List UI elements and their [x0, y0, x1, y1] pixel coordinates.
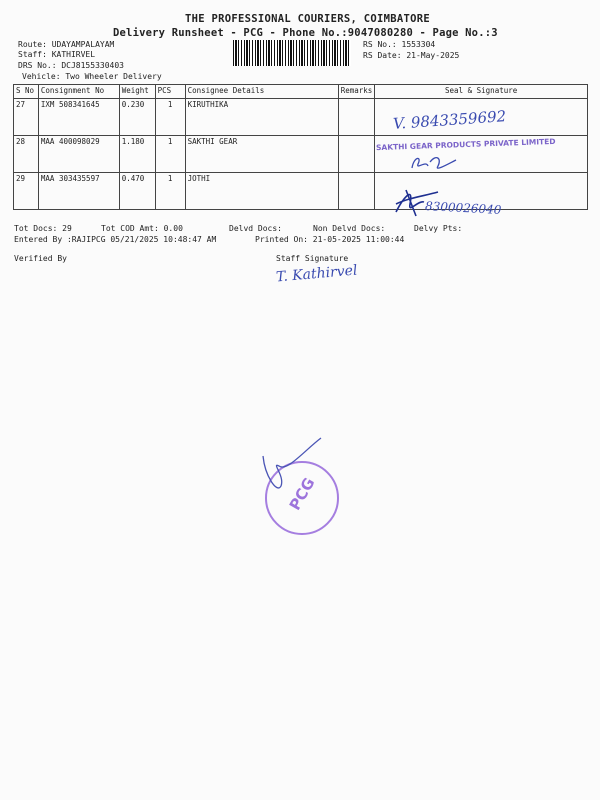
route-label: Route: UDAYAMPALAYAM [18, 40, 115, 49]
col-weight: Weight [119, 85, 155, 99]
rs-number: RS No.: 1553304 [363, 40, 436, 49]
staff-label: Staff: KATHIRVEL [18, 50, 96, 59]
cell-consignment: MAA 400098029 [38, 136, 119, 173]
cell-remarks [338, 136, 375, 173]
runsheet-subtitle: Delivery Runsheet - PCG - Phone No.:9047080280 - Page No.:3 [113, 27, 498, 39]
cell-consignee: SAKTHI GEAR [185, 136, 338, 173]
company-title: THE PROFESSIONAL COURIERS, COIMBATORE [185, 13, 430, 25]
drs-number: DRS No.: DCJ8155330403 [18, 61, 124, 70]
vehicle-label: Vehicle: Two Wheeler Delivery [22, 72, 162, 81]
cell-remarks [338, 173, 375, 210]
pcg-stamp-text: PCG [285, 474, 319, 514]
cell-pcs: 1 [155, 136, 185, 173]
cell-consignment: IXM 508341645 [38, 99, 119, 136]
non-delivered-docs: Non Delvd Docs: [313, 224, 386, 233]
col-consignee: Consignee Details [185, 85, 338, 99]
delivery-points: Delvy Pts: [414, 224, 463, 233]
total-cod-amount: Tot COD Amt: 0.00 [101, 224, 183, 233]
cell-weight: 1.180 [119, 136, 155, 173]
table-header-row [14, 85, 588, 99]
cell-consignment: MAA 303435597 [38, 173, 119, 210]
entered-by: Entered By :RAJIPCG 05/21/2025 10:48:47 AM [14, 235, 217, 244]
cell-weight: 0.470 [119, 173, 155, 210]
row27-handwritten-signature: V. 9843359692 [392, 107, 507, 133]
col-pcs: PCS [155, 85, 185, 99]
cell-consignee: JOTHI [185, 173, 338, 210]
row29-handwritten-phone: 8300026040 [424, 199, 502, 217]
stamp-signature-scribble [255, 436, 330, 506]
cell-sno: 28 [14, 136, 39, 173]
cell-sno: 29 [14, 173, 39, 210]
cell-pcs: 1 [155, 173, 185, 210]
barcode [233, 40, 351, 66]
verified-by-label: Verified By [14, 254, 67, 263]
total-docs: Tot Docs: 29 [14, 224, 72, 233]
cell-weight: 0.230 [119, 99, 155, 136]
delivered-docs: Delvd Docs: [229, 224, 282, 233]
cell-consignee: KIRUTHIKA [185, 99, 338, 136]
printed-on: Printed On: 21-05-2025 11:00:44 [255, 235, 405, 244]
staff-handwritten-signature: T. Kathirvel [275, 262, 359, 286]
cell-pcs: 1 [155, 99, 185, 136]
col-consignment: Consignment No [38, 85, 119, 99]
sakthi-gear-company-stamp: SAKTHI GEAR PRODUCTS PRIVATE LIMITED [375, 136, 556, 153]
rs-date: RS Date: 21-May-2025 [363, 51, 460, 60]
col-remarks: Remarks [338, 85, 375, 99]
col-sno: S No [14, 85, 39, 99]
col-seal-signature: Seal & Signature [375, 85, 588, 99]
cell-sno: 27 [14, 99, 39, 136]
cell-remarks [338, 99, 375, 136]
row28-signature-scribble [392, 150, 462, 174]
staff-signature-label: Staff Signature [276, 254, 349, 263]
